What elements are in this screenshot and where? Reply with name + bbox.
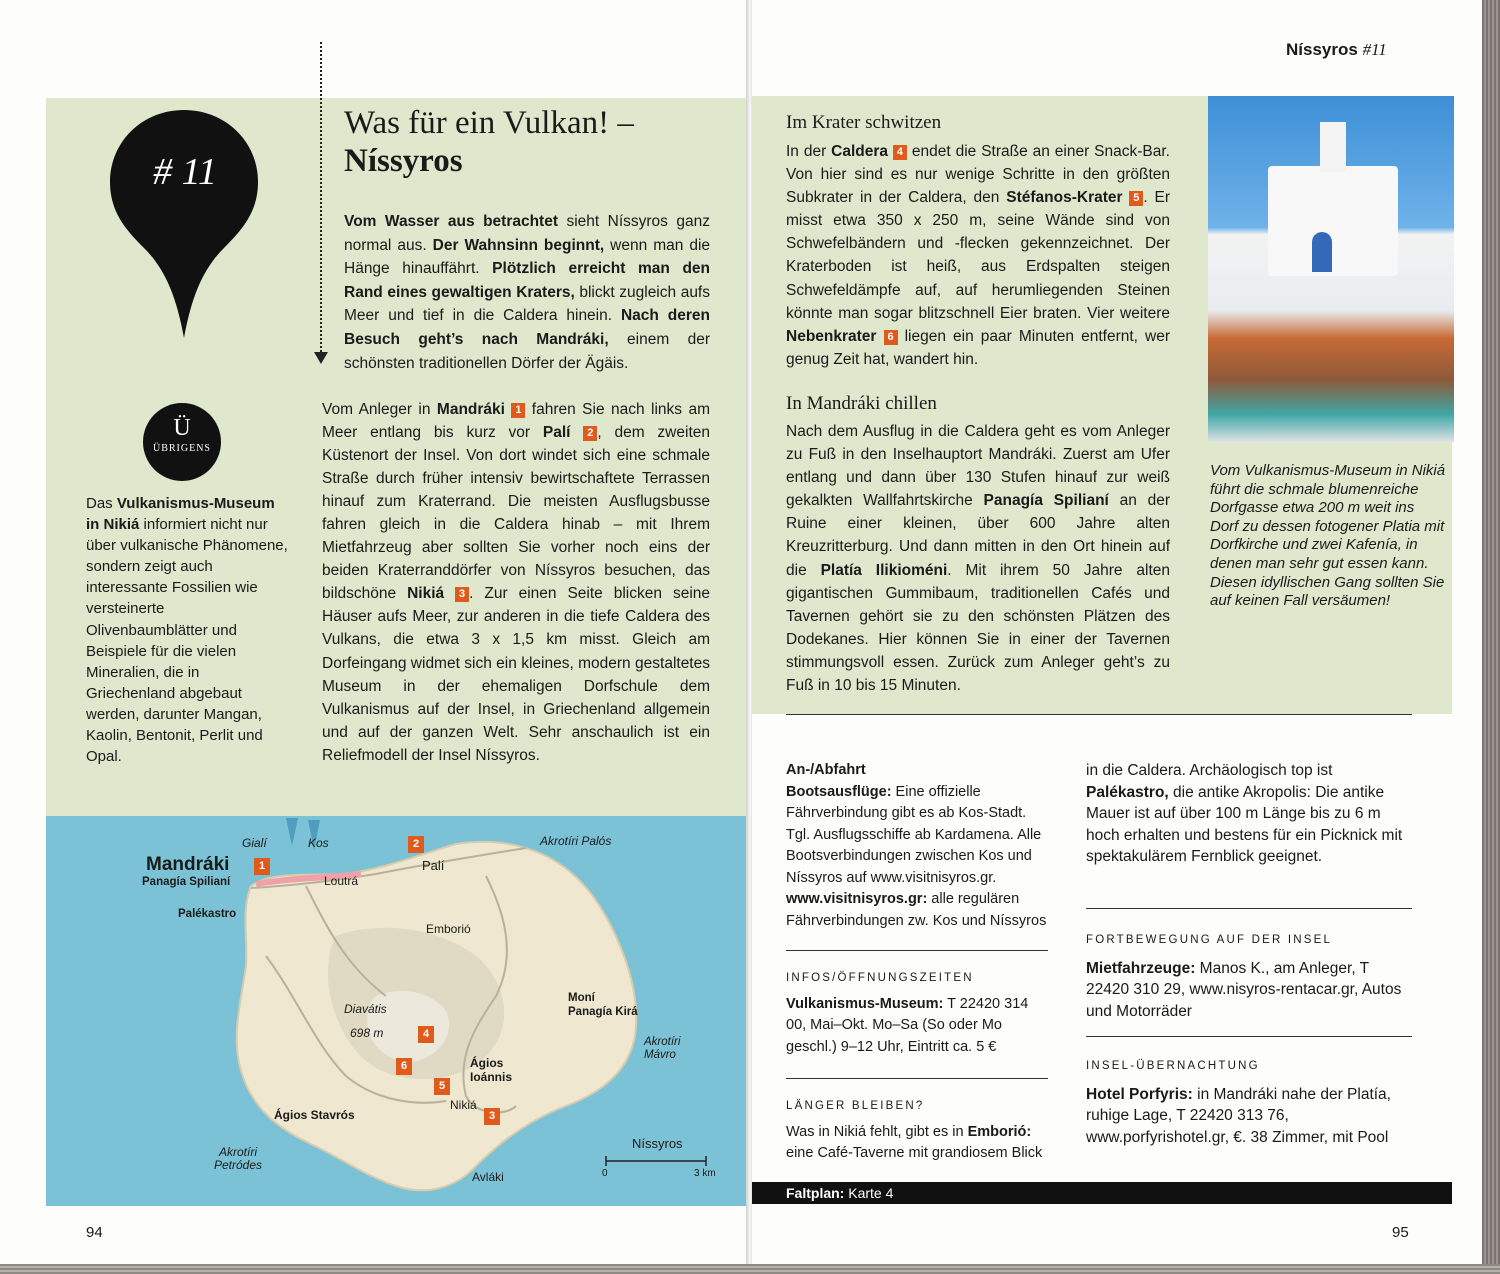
mandraki-text-1: Nach dem Ausflug in die Caldera geht es vom Anleger zu Fuß in den Inselhauptort Mandráki. Zuerst am Ufer entlang und dann über 130 Stufen hinauf zur weiß gekalkten Wallfahrtskirche xyxy=(786,423,1170,510)
map-reference-label: Faltplan: xyxy=(786,1185,845,1201)
info-stay-longer xyxy=(786,1096,1048,1165)
location-pin-icon xyxy=(108,108,260,340)
uebrigens-label: ÜBRIGENS xyxy=(152,443,211,454)
info-bold-hotel: Hotel Porfyris: xyxy=(1086,1085,1193,1103)
main-bold-1: Mandráki xyxy=(436,401,505,418)
info-heading-hours: INFOS/ÖFFNUNGSZEITEN xyxy=(786,972,974,984)
map-label-mandraki: Mandráki xyxy=(146,854,230,875)
intro-bold-4: Nach deren Besuch geht’s nach Mandráki, xyxy=(344,307,710,348)
intro-text-4: einem der schönsten traditionellen Dörfer der Ägäis. xyxy=(344,330,711,372)
map-label-panagia: Panagía Spilianí xyxy=(142,876,231,888)
map-label-moni: Moní xyxy=(568,992,595,1004)
section-title-mandraki: In Mandráki chillen xyxy=(786,393,937,414)
main-text-4: . Zur einen Seite blicken seine Häuser aufs Meer, zur anderen in die tiefe Caldera des Vulkans, die etwa 3 x 1,5 km misst. Gleich am Dorfeingang widmet sich ein kleines, modern gestaltetes Museum in der ehemaligen Dorfschule dem Vulkanismus auf der Insel, in Griechenland allgemein und auf der ganzen Welt. Sehr anschaulich ist ein Reliefmodell der Insel Níssyros. xyxy=(322,585,711,764)
info-transport xyxy=(1086,930,1412,1022)
info-text-stay-2: eine Café-Taverne mit grandiosem Blick xyxy=(786,1145,1043,1161)
sidebar-pre: Das xyxy=(86,495,117,512)
info-bold-website: www.visitnisyros.gr: xyxy=(786,891,928,907)
info-right-bold-0: Palékastro, xyxy=(1086,783,1169,801)
main-text-1: Vom Anleger in xyxy=(322,401,437,418)
krater-bold-1: Caldera xyxy=(831,143,889,160)
info-divider-1 xyxy=(786,950,1048,951)
intro-bold-1: Vom Wasser aus betrachtet xyxy=(344,213,558,230)
info-text-stay-1: Was in Nikiá fehlt, gibt es in xyxy=(786,1123,968,1140)
map-label-akrotiri-mavro: Akrotíri Mávro xyxy=(644,1036,681,1061)
photo-caption: Vom Vulkanismus-Museum in Nikiá führt die schmale blumenreiche Dorfgasse etwa 200 m weit ins Dorf zu dessen fotogener Platia mit Dorfkirche und zwei Kafenía, in denen man sehr gut essen kann. Diesen idyllischen Gang sollten Sie auf keinen Fall versäumen! xyxy=(1210,462,1446,610)
page-number-right: 95 xyxy=(1392,1224,1409,1241)
map-label-nikia: Nikiá xyxy=(450,1098,477,1112)
arrow-down-icon xyxy=(314,352,328,364)
map-label-diavatis: Diavátis xyxy=(344,1002,387,1016)
intro-text-2: wenn man die Hänge hinauffährt. xyxy=(344,236,711,278)
info-divider-4 xyxy=(1086,1036,1412,1037)
poi-marker: 6 xyxy=(884,330,898,345)
krater-bold-2: Stéfanos-Krater xyxy=(1006,189,1123,207)
info-bold-boats: Bootsausflüge: xyxy=(786,783,892,800)
main-bold-3: Nikiá xyxy=(407,585,445,603)
map-label-loutra: Loutrá xyxy=(324,874,359,888)
mandraki-text-3: . Mit ihrem 50 Jahre alten gigantischen Gummibaum, traditionellen Cafés und Tavernen gehört sie zu den schönsten Plätzen des Dodekanes. Hier können Sie in einer der Tavernen stimmungsvoll essen. Zurück zum Anleger geht’s zu Fuß in 10 bis 15 Minuten. xyxy=(786,561,1170,695)
map-marker-4: 4 xyxy=(418,1026,434,1043)
sidebar-text xyxy=(86,493,290,767)
info-text-boats: Eine offizielle Fährverbindung gibt es ab Kos-Stadt. Tgl. Ausflugsschiffe ab Kardamena. Alle Bootsverbindungen zwischen Kos und Níssyros auf www.visitnisyros.gr. xyxy=(786,783,1042,886)
section-title-krater: Im Krater schwitzen xyxy=(786,112,942,133)
section-text-mandraki xyxy=(786,420,1170,697)
info-heading-stay: LÄNGER BLEIBEN? xyxy=(786,1100,925,1112)
map-label-avlaki: Avláki xyxy=(472,1170,504,1184)
map-label-emborio: Emborió xyxy=(426,922,471,936)
map-label-pali: Palí xyxy=(422,858,445,873)
running-head-number: #11 xyxy=(1362,40,1387,59)
info-text-museum: T 22420 314 00, Mai–Okt. Mo–Sa (So oder Mo geschl.) 9–12 Uhr, Eintritt ca. 5 € xyxy=(786,995,1029,1055)
map-marker-1: 1 xyxy=(254,858,270,875)
intro-bold-3: Plötzlich erreicht man den Rand eines gewaltigen Kraters, xyxy=(344,260,711,301)
poi-marker: 5 xyxy=(1129,191,1143,206)
intro-text-3: blickt zugleich aufs Meer und tief in die Caldera hinein. xyxy=(344,283,710,325)
map-label-akrotiri-petrodes: Akrotíri Petródes xyxy=(213,1145,263,1172)
map-marker-6: 6 xyxy=(396,1058,412,1075)
mandraki-bold-1: Panagía Spilianí xyxy=(983,492,1109,510)
map-label-kos: Kos xyxy=(308,836,329,850)
main-bold-2: Palí xyxy=(542,424,571,442)
poi-marker: 4 xyxy=(893,145,907,160)
info-bold-museum: Vulkanismus-Museum: xyxy=(786,995,944,1012)
right-page xyxy=(752,0,1500,1274)
running-head-title: Níssyros xyxy=(1286,40,1358,59)
krater-text-4: liegen ein paar Minuten entfernt, wer genug Zeit hat, wandert hin. xyxy=(786,327,1171,368)
sidebar-bold: Vulkanismus-Museum in Nikiá xyxy=(86,495,275,534)
info-heading-accommodation: INSEL-ÜBERNACHTUNG xyxy=(1086,1060,1260,1072)
church-photo xyxy=(1208,96,1454,442)
info-divider-3 xyxy=(1086,908,1412,909)
mandraki-text-2: an der Ruine einer kleinen, über 600 Jahre alten Kreuzritterburg. Und dann mitten in den Ort hinein auf die xyxy=(786,492,1170,579)
map-scale-end: 3 km xyxy=(694,1168,716,1179)
info-column-right xyxy=(1086,760,1412,868)
info-opening-hours xyxy=(786,968,1048,1058)
intro-paragraph xyxy=(344,210,710,375)
main-text-3: , dem zweiten Küstenort der Insel. Von dort windet sich eine schmale Straße durch früher intensiv bewirtschaftete Terrassen hinauf zum Kraterrand. Die meisten Ausflugsbusse fahren gleich in die Caldera hinab – mit Ihrem Mietfahrzeug aber sollten Sie vorher noch eins der beiden Kraterranddörfer von Níssyros besuchen, das bildschöne xyxy=(322,424,710,603)
map-label-palekastro: Palékastro xyxy=(178,908,237,920)
sidebar-post: informiert nicht nur über vulkanische Phänomene, sondern zeigt auch interessante Fossilien wie versteinerte Olivenbaumblätter und Beispiele für die vielen Mineralien, die in Griechenland abgebaut werden, darunter Mangan, Kaolin, Bentonit, Perlit und Opal. xyxy=(86,516,288,766)
info-text-website: alle regulären Fährverbindungen zw. Kos und Níssyros xyxy=(786,891,1047,929)
krater-text-2: endet die Straße an einer Snack-Bar. Von hier sind es nur wenige Schritte in den größten Subkrater in der Caldera, den xyxy=(786,143,1170,207)
info-accommodation xyxy=(1086,1056,1412,1148)
section-divider xyxy=(786,714,1412,715)
map-reference-value: Karte 4 xyxy=(844,1185,894,1201)
info-bold-rental: Mietfahrzeuge: xyxy=(1086,959,1196,977)
krater-bold-3: Nebenkrater xyxy=(786,327,877,345)
photo-church-door xyxy=(1312,232,1332,272)
book-edge-bottom xyxy=(0,1264,1500,1274)
intro-text-1: sieht Níssyros ganz normal aus. xyxy=(344,213,710,254)
krater-text-1: In der xyxy=(786,143,832,160)
photo-bell-tower xyxy=(1320,122,1346,172)
map-reference-bar xyxy=(752,1182,1452,1204)
map-label-panagia-kira: Panagía Kirá xyxy=(568,1006,638,1018)
map-marker-5: 5 xyxy=(434,1078,450,1095)
info-text-hotel: in Mandráki nahe der Platía, ruhige Lage, T 22420 313 76, www.porfyrishotel.gr, €. 38 Zimmer, mit Pool xyxy=(1086,1085,1391,1146)
section-text-krater xyxy=(786,140,1170,371)
divider-arrow-line xyxy=(320,42,322,352)
highlight-number: # 11 xyxy=(153,151,217,193)
headline-place: Níssyros xyxy=(344,143,463,179)
book-edge-right xyxy=(1482,0,1500,1274)
map-scale-start: 0 xyxy=(602,1168,608,1179)
running-head xyxy=(1286,40,1387,60)
main-text-2: fahren Sie nach links am Meer entlang bis kurz vor xyxy=(322,401,710,442)
info-text-rental: Manos K., am Anleger, T 22420 310 29, www.nisyros-rentacar.gr, Autos und Motorräder xyxy=(1086,959,1402,1020)
intro-bold-2: Der Wahnsinn beginnt, xyxy=(432,236,605,254)
map-label-agios-stavros: Ágios Stavrós xyxy=(274,1108,355,1122)
info-divider-2 xyxy=(786,1078,1048,1079)
map-label-giali: Gialí xyxy=(242,836,267,850)
left-page xyxy=(0,0,748,1274)
map-marker-3: 3 xyxy=(484,1108,500,1125)
info-right-text-1: die antike Akropolis: Die antike Mauer ist auf über 100 m Länge bis zu 6 m hoch erhalten und bestens für ein Picknick mit spektakulärem Fernblick geeignet. xyxy=(1086,783,1403,865)
info-heading-travel: An-/Abfahrt xyxy=(786,762,866,778)
map-label-agios-ioannis: Ágios Ioánnis xyxy=(470,1056,513,1084)
uebrigens-badge xyxy=(143,403,221,481)
photo-church-building xyxy=(1268,166,1398,276)
poi-marker: 3 xyxy=(455,587,469,602)
info-bold-emborio: Emborió: xyxy=(967,1123,1032,1140)
headline xyxy=(344,104,634,180)
map-marker-2: 2 xyxy=(408,836,424,853)
uebrigens-letter: Ü xyxy=(173,415,191,441)
main-paragraph xyxy=(322,398,710,767)
mandraki-bold-2: Platía Ilikioméni xyxy=(820,561,948,579)
map-label-peak: 698 m xyxy=(350,1026,384,1040)
poi-marker: 1 xyxy=(511,403,525,418)
krater-text-3: . Er misst etwa 350 x 250 m, seine Wände sind von Schwefelbändern und -flecken gekennzeichnet. Der Kraterboden ist heiß, aus Erdspalten steigen Schwefeldämpfe auf, auf herumliegenden Steinen könnte man sogar blitzschnell Eier braten. Vier weitere xyxy=(786,189,1170,322)
info-heading-transport: FORTBEWEGUNG AUF DER INSEL xyxy=(1086,934,1333,946)
map-label-island: Níssyros xyxy=(632,1136,683,1151)
info-column-left xyxy=(786,760,1048,932)
headline-text: Was für ein Vulkan! – xyxy=(344,105,634,141)
map-label-akrotiri-palos: Akrotíri Palós xyxy=(540,834,612,848)
info-right-text-0: in die Caldera. Archäologisch top ist xyxy=(1086,762,1333,779)
poi-marker: 2 xyxy=(583,426,597,441)
page-number-left: 94 xyxy=(86,1224,103,1241)
island-map xyxy=(46,816,748,1206)
